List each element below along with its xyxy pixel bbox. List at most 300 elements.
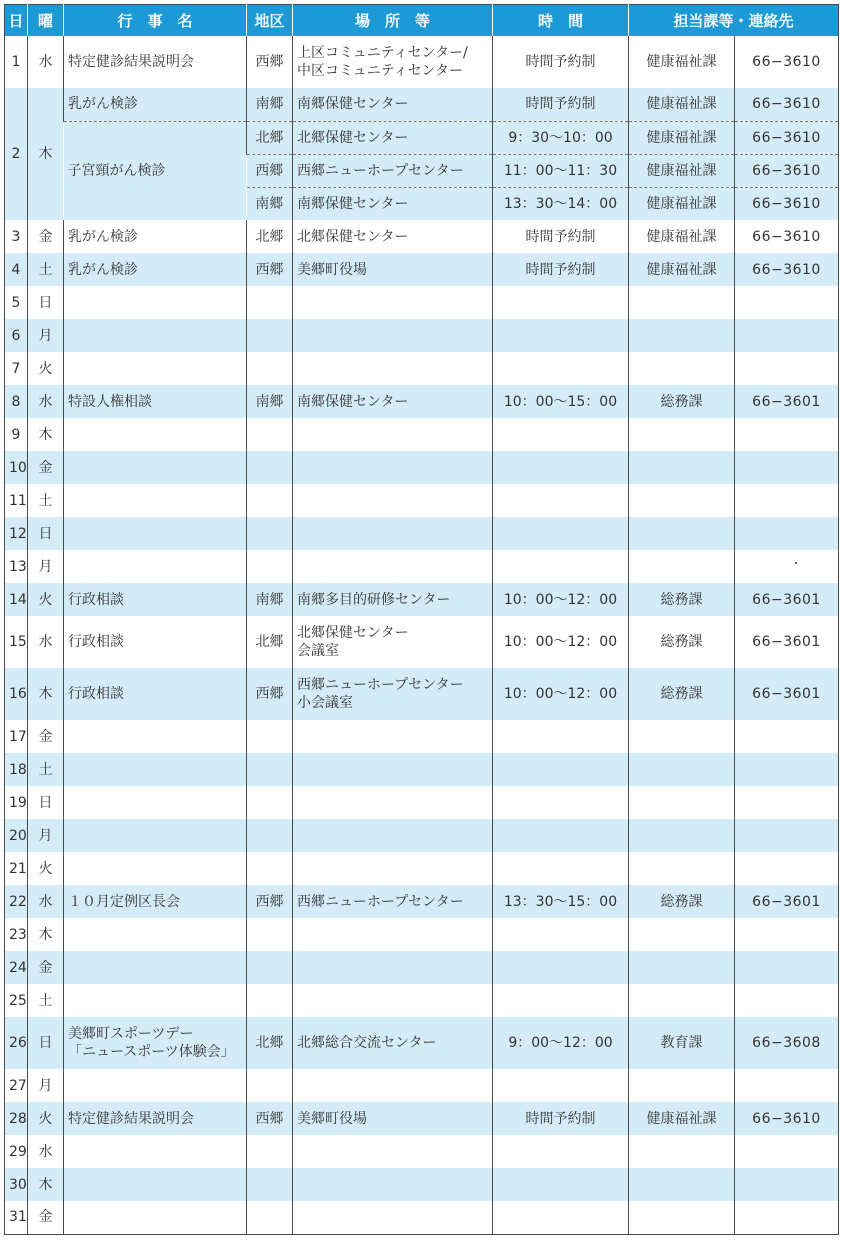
- table-row: [5, 286, 839, 319]
- event-name: 乳がん検診: [64, 88, 247, 121]
- event-area: 西郷: [247, 668, 293, 720]
- event-tel: 66−3601: [735, 668, 839, 720]
- event-dept: 健康福祉課: [629, 121, 735, 154]
- event-area: [247, 418, 293, 451]
- event-time: 13：30〜15：00: [493, 885, 629, 918]
- day-of-week: 水: [28, 36, 64, 88]
- table-row: [5, 1201, 839, 1234]
- event-area: [247, 1069, 293, 1102]
- event-time: 10：00〜15：00: [493, 385, 629, 418]
- event-place: 北郷保健センター: [293, 220, 493, 253]
- day-of-week: 日: [28, 517, 64, 550]
- day-number: 11: [9, 492, 27, 509]
- event-name: [64, 517, 247, 550]
- event-place: [293, 550, 493, 583]
- table-row: [5, 385, 839, 418]
- event-time: [493, 484, 629, 517]
- day-number: 26: [5, 1017, 28, 1069]
- event-time: 10：00〜12：00: [493, 616, 629, 668]
- event-tel: 66−3610: [735, 253, 839, 286]
- day-number: 19: [9, 794, 27, 811]
- event-area: [247, 1201, 293, 1234]
- day-of-week: 日: [28, 286, 64, 319]
- event-tel: [735, 484, 839, 517]
- day-of-week: 月: [28, 819, 64, 852]
- event-name: [64, 319, 247, 352]
- event-place: [293, 451, 493, 484]
- event-area: [247, 984, 293, 1017]
- event-area: [247, 720, 293, 753]
- table-row: [5, 517, 839, 550]
- event-tel: [735, 1168, 839, 1201]
- event-name: [64, 418, 247, 451]
- event-tel: [735, 951, 839, 984]
- event-dept: [629, 1168, 735, 1201]
- table-row: [5, 451, 839, 484]
- event-tel: [735, 786, 839, 819]
- event-area: [247, 918, 293, 951]
- event-place: 北郷保健センター: [293, 121, 493, 154]
- day-of-week: 土: [28, 253, 64, 286]
- event-area: 北郷: [247, 1017, 293, 1069]
- event-time: 9：00〜12：00: [493, 1017, 629, 1069]
- day-number: 18: [5, 753, 28, 786]
- event-place: [293, 852, 493, 885]
- table-row: [5, 753, 839, 786]
- event-tel: [735, 984, 839, 1017]
- event-area: [247, 550, 293, 583]
- table-row: [5, 36, 839, 88]
- event-dept: [629, 819, 735, 852]
- event-dept: [629, 918, 735, 951]
- day-number: 10: [5, 451, 28, 484]
- schedule-table: [4, 4, 839, 1235]
- day-of-week: 金: [28, 220, 64, 253]
- day-of-week: 土: [28, 753, 64, 786]
- event-dept: [629, 451, 735, 484]
- event-place: [293, 984, 493, 1017]
- event-dept: [629, 319, 735, 352]
- event-tel: [735, 1069, 839, 1102]
- event-tel: 66−3610: [735, 154, 839, 187]
- event-name: １０月定例区長会: [64, 885, 247, 918]
- event-area: 南郷: [247, 385, 293, 418]
- event-place: 上区コミュニティセンター/ 中区コミュニティセンター: [293, 36, 493, 88]
- event-dept: 健康福祉課: [629, 187, 735, 220]
- event-time: [493, 1168, 629, 1201]
- event-area: 西郷: [247, 1102, 293, 1135]
- event-tel: 66−3610: [735, 187, 839, 220]
- event-dept: [629, 720, 735, 753]
- day-number: 13: [9, 558, 27, 575]
- event-name: [64, 451, 247, 484]
- event-name: [64, 753, 247, 786]
- day-of-week: 水: [28, 885, 64, 918]
- event-dept: 健康福祉課: [629, 88, 735, 121]
- event-place: [293, 418, 493, 451]
- day-number: 8: [5, 385, 28, 418]
- event-tel: 66−3610: [735, 121, 839, 154]
- day-number: 2: [5, 88, 28, 220]
- event-time: [493, 984, 629, 1017]
- header-place: 場 所 等: [293, 5, 493, 37]
- event-area: [247, 819, 293, 852]
- event-area: [247, 1135, 293, 1168]
- table-row: [5, 319, 839, 352]
- event-place: 南郷保健センター: [293, 88, 493, 121]
- event-tel: [735, 819, 839, 852]
- day-number: 24: [5, 951, 28, 984]
- event-dept: 健康福祉課: [629, 220, 735, 253]
- event-dept: 健康福祉課: [629, 154, 735, 187]
- event-area: [247, 517, 293, 550]
- event-tel: 66−3608: [735, 1017, 839, 1069]
- day-of-week: 木: [28, 668, 64, 720]
- event-time: 時間予約制: [493, 253, 629, 286]
- table-row: [5, 1069, 839, 1102]
- day-of-week: 金: [28, 451, 64, 484]
- event-tel: [735, 1135, 839, 1168]
- day-of-week: 木: [28, 918, 64, 951]
- event-tel: [735, 418, 839, 451]
- event-tel: [735, 918, 839, 951]
- event-name: [64, 852, 247, 885]
- event-area: 西郷: [247, 154, 293, 187]
- event-tel: 66−3610: [735, 1102, 839, 1135]
- event-area: [247, 319, 293, 352]
- event-area: [247, 951, 293, 984]
- day-number: 23: [9, 926, 27, 943]
- event-time: 13：30〜14：00: [493, 187, 629, 220]
- event-tel: 66−3601: [735, 616, 839, 668]
- day-of-week: 水: [28, 385, 64, 418]
- table-row: [5, 852, 839, 885]
- event-time: 10：00〜12：00: [493, 668, 629, 720]
- day-of-week: 土: [28, 484, 64, 517]
- event-name: 乳がん検診: [64, 220, 247, 253]
- event-dept: [629, 286, 735, 319]
- event-dept: 総務課: [629, 583, 735, 616]
- event-time: 時間予約制: [493, 220, 629, 253]
- table-row: [5, 220, 839, 253]
- event-time: 時間予約制: [493, 88, 629, 121]
- event-place: 美郷町役場: [293, 1102, 493, 1135]
- event-time: [493, 451, 629, 484]
- event-place: 北郷保健センター 会議室: [293, 616, 493, 668]
- event-tel: [735, 753, 839, 786]
- event-dept: [629, 1201, 735, 1234]
- day-of-week: 火: [28, 352, 64, 385]
- event-tel: [735, 517, 839, 550]
- header-area: 地区: [247, 5, 293, 37]
- table-row: [5, 1017, 839, 1069]
- event-area: 西郷: [247, 36, 293, 88]
- event-time: [493, 286, 629, 319]
- event-tel: [735, 352, 839, 385]
- event-area: 南郷: [247, 583, 293, 616]
- event-tel: [735, 319, 839, 352]
- day-number: 1: [11, 54, 21, 70]
- event-dept: 教育課: [629, 1017, 735, 1069]
- event-dept: 健康福祉課: [629, 253, 735, 286]
- event-place: [293, 1069, 493, 1102]
- event-tel: [735, 852, 839, 885]
- event-area: 北郷: [247, 121, 293, 154]
- event-tel: [735, 451, 839, 484]
- day-of-week: 日: [28, 786, 64, 819]
- event-time: 11：00〜11：30: [493, 154, 629, 187]
- event-place: [293, 753, 493, 786]
- event-name: [64, 786, 247, 819]
- event-name: 子宮頸がん検診: [64, 121, 247, 220]
- event-tel: 66−3601: [735, 385, 839, 418]
- event-time: 10：00〜12：00: [493, 583, 629, 616]
- event-time: [493, 753, 629, 786]
- table-row: [5, 121, 839, 154]
- day-of-week: 火: [28, 583, 64, 616]
- day-of-week: 水: [28, 1135, 64, 1168]
- table-row: [5, 418, 839, 451]
- day-of-week: 火: [28, 852, 64, 885]
- event-area: [247, 451, 293, 484]
- event-dept: [629, 550, 735, 583]
- table-row: [5, 616, 839, 668]
- event-name: [64, 286, 247, 319]
- event-place: 西郷ニューホープセンター: [293, 885, 493, 918]
- day-of-week: 木: [28, 88, 64, 220]
- event-dept: [629, 1135, 735, 1168]
- day-number: 5: [11, 294, 21, 311]
- header-time: 時 間: [493, 5, 629, 37]
- table-row: [5, 720, 839, 753]
- day-number: 20: [5, 819, 28, 852]
- event-place: [293, 517, 493, 550]
- table-row: [5, 786, 839, 819]
- day-number: 30: [5, 1168, 28, 1201]
- event-time: [493, 517, 629, 550]
- event-time: [493, 720, 629, 753]
- event-area: [247, 786, 293, 819]
- event-name: [64, 1201, 247, 1234]
- day-number: 3: [11, 228, 21, 245]
- event-place: 美郷町役場: [293, 253, 493, 286]
- event-name: [64, 550, 247, 583]
- event-place: [293, 319, 493, 352]
- day-of-week: 火: [28, 1102, 64, 1135]
- event-place: [293, 1135, 493, 1168]
- event-time: [493, 319, 629, 352]
- event-place: [293, 286, 493, 319]
- header-event: 行 事 名: [64, 5, 247, 37]
- event-dept: [629, 786, 735, 819]
- event-dept: [629, 517, 735, 550]
- table-row: [5, 253, 839, 286]
- event-dept: [629, 951, 735, 984]
- event-area: 西郷: [247, 253, 293, 286]
- event-name: [64, 352, 247, 385]
- day-number: 31: [9, 1209, 27, 1226]
- table-row: [5, 951, 839, 984]
- event-name: [64, 1135, 247, 1168]
- event-tel: [735, 1201, 839, 1234]
- event-area: 北郷: [247, 220, 293, 253]
- event-tel: [735, 550, 839, 583]
- day-of-week: 木: [28, 418, 64, 451]
- day-number: 16: [5, 668, 28, 720]
- day-number: 29: [9, 1143, 27, 1160]
- event-name: [64, 720, 247, 753]
- event-place: 西郷ニューホープセンター: [293, 154, 493, 187]
- table-header: [5, 5, 839, 37]
- event-area: [247, 352, 293, 385]
- event-time: [493, 852, 629, 885]
- event-name: 特定健診結果説明会: [64, 36, 247, 88]
- event-dept: [629, 484, 735, 517]
- event-dept: [629, 753, 735, 786]
- event-time: [493, 1135, 629, 1168]
- event-area: 北郷: [247, 616, 293, 668]
- day-of-week: 土: [28, 984, 64, 1017]
- event-area: [247, 286, 293, 319]
- event-place: [293, 1168, 493, 1201]
- event-tel: [735, 286, 839, 319]
- event-place: 西郷ニューホープセンター 小会議室: [293, 668, 493, 720]
- table-row: [5, 1135, 839, 1168]
- day-of-week: 月: [28, 319, 64, 352]
- day-number: 25: [9, 992, 27, 1009]
- event-place: 北郷総合交流センター: [293, 1017, 493, 1069]
- table-row: [5, 1102, 839, 1135]
- table-row: [5, 88, 839, 121]
- stray-dot: [795, 562, 797, 564]
- day-of-week: 金: [28, 951, 64, 984]
- event-tel: 66−3601: [735, 583, 839, 616]
- event-name: 行政相談: [64, 583, 247, 616]
- event-dept: 総務課: [629, 385, 735, 418]
- event-place: [293, 786, 493, 819]
- table-row: [5, 918, 839, 951]
- table-row: [5, 550, 839, 583]
- event-time: [493, 819, 629, 852]
- day-number: 6: [5, 319, 28, 352]
- event-place: [293, 918, 493, 951]
- event-time: [493, 951, 629, 984]
- day-of-week: 月: [28, 1069, 64, 1102]
- event-place: 南郷保健センター: [293, 187, 493, 220]
- event-area: [247, 753, 293, 786]
- header-contact: 担当課等・連絡先: [629, 5, 839, 37]
- event-dept: [629, 418, 735, 451]
- event-place: 南郷保健センター: [293, 385, 493, 418]
- event-area: 西郷: [247, 885, 293, 918]
- event-name: [64, 1168, 247, 1201]
- event-area: [247, 1168, 293, 1201]
- day-number: 22: [5, 885, 28, 918]
- day-number: 17: [9, 728, 27, 745]
- header-day: 日: [5, 5, 28, 37]
- event-area: [247, 852, 293, 885]
- event-name: 特定健診結果説明会: [64, 1102, 247, 1135]
- table-row: [5, 885, 839, 918]
- event-name: [64, 1069, 247, 1102]
- day-number: 15: [9, 634, 27, 650]
- event-tel: 66−3610: [735, 220, 839, 253]
- event-dept: 総務課: [629, 668, 735, 720]
- event-dept: [629, 984, 735, 1017]
- day-number: 21: [9, 860, 27, 877]
- event-name: 特設人権相談: [64, 385, 247, 418]
- event-name: 行政相談: [64, 616, 247, 668]
- day-of-week: 金: [28, 1201, 64, 1234]
- event-tel: 66−3601: [735, 885, 839, 918]
- event-tel: 66−3610: [735, 36, 839, 88]
- day-number: 9: [11, 426, 21, 443]
- day-number: 7: [11, 360, 21, 377]
- table-row: [5, 352, 839, 385]
- event-time: [493, 918, 629, 951]
- day-number: 28: [5, 1102, 28, 1135]
- event-dept: 健康福祉課: [629, 1102, 735, 1135]
- day-of-week: 日: [28, 1017, 64, 1069]
- table-row: [5, 583, 839, 616]
- event-place: [293, 352, 493, 385]
- event-dept: [629, 1069, 735, 1102]
- event-place: [293, 951, 493, 984]
- event-time: [493, 418, 629, 451]
- event-name: 美郷町スポーツデー 「ニュースポーツ体験会」: [64, 1017, 247, 1069]
- event-area: 南郷: [247, 187, 293, 220]
- event-dept: 総務課: [629, 885, 735, 918]
- day-number: 14: [5, 583, 28, 616]
- event-name: 乳がん検診: [64, 253, 247, 286]
- event-time: 9：30〜10：00: [493, 121, 629, 154]
- event-time: [493, 1069, 629, 1102]
- event-time: [493, 352, 629, 385]
- event-time: [493, 1201, 629, 1234]
- table-row: [5, 819, 839, 852]
- event-place: [293, 484, 493, 517]
- day-of-week: 水: [28, 616, 64, 668]
- event-place: [293, 720, 493, 753]
- day-of-week: 月: [28, 550, 64, 583]
- event-dept: 健康福祉課: [629, 36, 735, 88]
- event-dept: [629, 852, 735, 885]
- event-tel: 66−3610: [735, 88, 839, 121]
- event-name: [64, 984, 247, 1017]
- table-row: [5, 984, 839, 1017]
- event-tel: [735, 720, 839, 753]
- event-time: [493, 786, 629, 819]
- event-place: [293, 819, 493, 852]
- event-place: [293, 1201, 493, 1234]
- event-name: [64, 951, 247, 984]
- table-row: [5, 668, 839, 720]
- event-time: 時間予約制: [493, 1102, 629, 1135]
- event-dept: 総務課: [629, 616, 735, 668]
- event-place: 南郷多目的研修センター: [293, 583, 493, 616]
- schedule-body: [5, 36, 839, 1234]
- day-number: 4: [5, 253, 28, 286]
- table-row: [5, 1168, 839, 1201]
- table-row: [5, 484, 839, 517]
- day-of-week: 金: [28, 720, 64, 753]
- header-dow: 曜: [28, 5, 64, 37]
- event-area: 南郷: [247, 88, 293, 121]
- event-name: [64, 484, 247, 517]
- day-of-week: 木: [28, 1168, 64, 1201]
- event-name: 行政相談: [64, 668, 247, 720]
- event-time: [493, 550, 629, 583]
